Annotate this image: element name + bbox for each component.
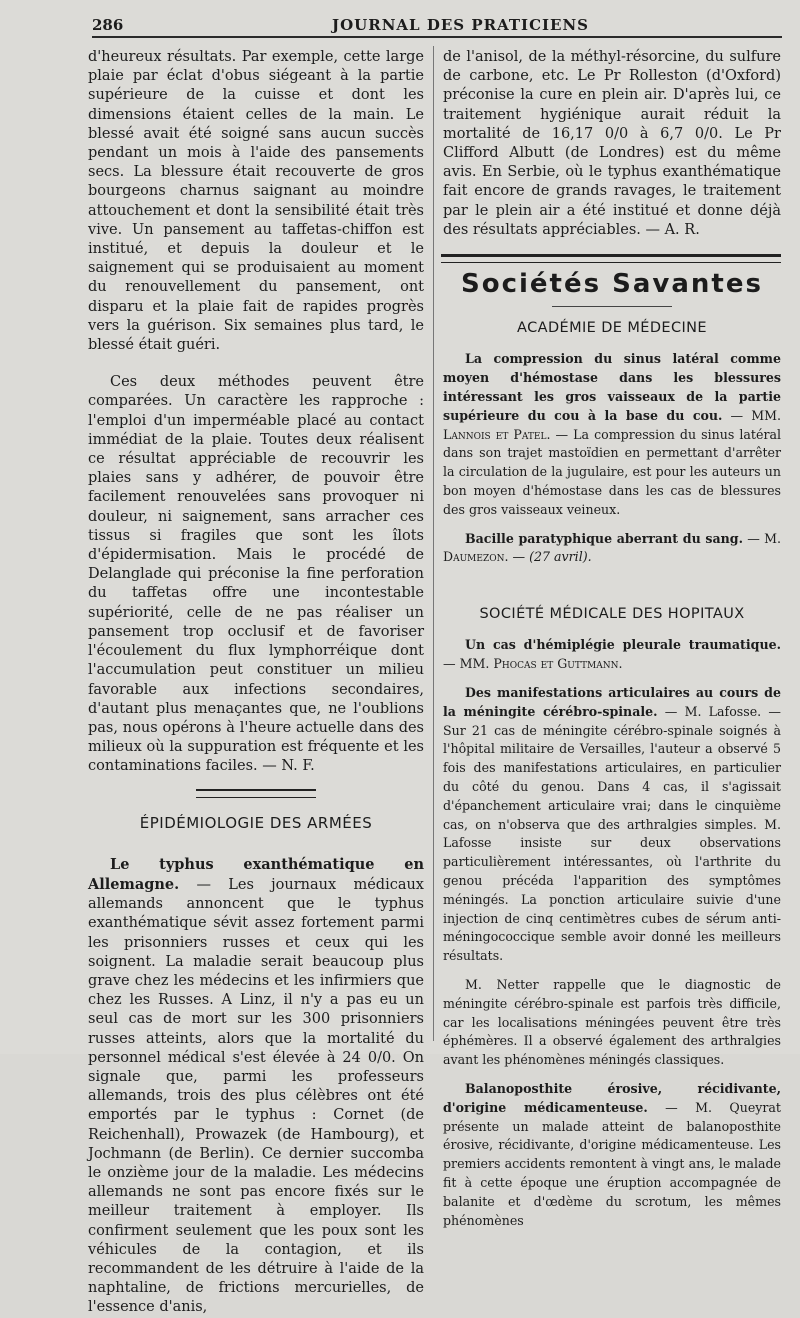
item-heading: Balanoposthite érosive, récidivante, d'origine médicamenteuse. <box>443 1080 781 1115</box>
societe-item-netter: M. Netter rappelle que le diagnostic de méningite cérébro-spinale est parfois très difficile, car les localisations méningées peuvent être très éphémères. Il a observé également des arthralgies avant les phénomènes méningés classiques. <box>443 976 781 1068</box>
item-heading: Bacille paratyphique aberrant du sang. <box>465 530 743 546</box>
right-column <box>443 48 781 1230</box>
article-heading: Le typhus exanthématique en Allemagne. <box>88 855 424 893</box>
title-underline <box>552 306 672 307</box>
double-rule <box>441 254 781 263</box>
item-body: — M. Queyrat présente un malade atteint de balanoposthite érosive, récidivante, d'origine médicamenteuse. Les premiers accidents remontent à vingt ans, le malade fit à cette époque une éruption accompagnée de balanite et d'œdème du scrotum, les mêmes phénomènes <box>443 1099 781 1228</box>
paragraph-heureux-resultats: d'heureux résultats. Par exemple, cette large plaie par éclat d'obus siégeant à la partie supérieure de la cuisse et dont les dimensions étaient celles de la main. Le blessé avait été soigné sans aucun succès pendant un mois à l'aide des pansements secs. La blessure était recouverte de gros bourgeons charnus saignant au moindre attouchement et dont la sensibilité était très vive. Un pansement au taffetas-chiffon est institué, et depuis la douleur et le saignement qui se produisaient au moment du renouvellement du pansement, ont disparu et la plaie fait de rapides progrès vers la guérison. Six semaines plus tard, le blessé était guéri. <box>88 49 424 354</box>
column-divider <box>433 46 434 1041</box>
item-date: — (27 avril). <box>508 549 592 565</box>
item-body: — La compression du sinus latéral dans son trajet mastoïdien en permettant d'arrêter la circulation de la jugulaire, est pour les auteurs un bon moyen d'hémostase dans les cas de blessures des gros vaisseaux veineux. <box>443 426 782 517</box>
item-authors: — MM. Lannois et Patel. <box>443 407 781 442</box>
item-authors: — MM. Phocas et Guttmann. <box>443 656 623 672</box>
subsection-academie: ACADÉMIE DE MÉDECINE <box>517 320 707 337</box>
paragraph-deux-methodes: Ces deux méthodes peuvent être comparées. Un caractère les rapproche : l'emploi d'un imperméable placé au contact immédiat de la plaie. Toutes deux réalisent ce résultat appréciable de recouvrir les plaies sans y adhérer, de pouvoir être facilement renouvelées sans provoquer ni douleur, ni saignement, sans arracher ces tissus si fragiles que sont les îlots d'épidermisation. Mais le procédé de Delanglade qui préconise la fine perforation du taffetas offre une incontestable supériorité, celle de ne pas réaliser un pansement trop occlusif et de favoriser l'écoulement du flux lymphorréique dont l'accumulation peut constituer un milieu favorable aux infections secondaires, d'autant plus menaçantes que, ne l'oublions pas, nous opérons à l'heure actuelle dans des milieux où la suppuration est fréquente et les contaminations faciles. — N. F. <box>88 374 424 775</box>
page-header <box>92 14 782 38</box>
societe-item-manifestations <box>443 684 781 966</box>
item-authors: — M. Daumezon. <box>443 530 782 565</box>
section-title-epidemiologie: ÉPIDÉMIOLOGIE DES ARMÉES <box>139 813 373 832</box>
journal-title: JOURNAL DES PRATICIENS <box>332 16 589 34</box>
societe-item-balanoposthite <box>443 1080 781 1230</box>
item-heading: Des manifestations articulaires au cours de la méningite cérébro-spinale. <box>443 685 781 719</box>
academie-item-bacille <box>443 530 781 568</box>
item-body: — M. Lafosse. — Sur 21 cas de méningite cérébro-spinale soignés à l'hôpital militaire de Versailles, l'auteur a observé 5 fois des manifestations articulaires, en particulier du côté du genou. Dans 4 cas, il s'agissait d'épanchement articulaire vrai; dans le cinquième cas, on n'observa que des arthralgies simples. M. Lafosse insiste sur deux observations particulièrement intéressantes, où l'arthrite du genou précéda l'apparition des symptômes méningés. La ponction articulaire suivie d'une injection de cinq centimètres cubes de sérum anti-méningococcique semble avoir donné les meilleurs résultats. <box>443 703 781 964</box>
academie-item-compression <box>443 350 781 519</box>
paragraph-anisol: de l'anisol, de la méthyl-résorcine, du sulfure de carbone, etc. Le Pr Rolleston (d'Oxford) préconise la cure en plein air. D'après lui, ce traitement hygiénique aurait réduit la mortalité de 16,17 0/0 à 6,7 0/0. Le Pr Clifford Albutt (de Londres) est du même avis. En Serbie, où le typhus exanthématique fait encore de grands ravages, le traitement par le plein air a été institué et donne déjà des résultats appréciables. — A. R. <box>443 49 781 238</box>
left-column <box>88 48 424 1318</box>
section-title-societes-savantes: Sociétés Savantes <box>461 269 763 300</box>
subsection-societe-medicale: SOCIÉTÉ MÉDICALE DES HOPITAUX <box>479 606 745 623</box>
article-typhus <box>88 855 424 1318</box>
page-number: 286 <box>92 16 124 34</box>
section-rule <box>196 789 316 798</box>
item-heading: Un cas d'hémiplégie pleurale traumatique. <box>465 637 781 653</box>
societe-item-hemiplegie <box>443 636 781 674</box>
item-heading: La compression du sinus latéral comme moyen d'hémostase dans les blessures intéressant les gros vaisseaux de la partie supérieure du cou à la base du cou. <box>443 351 781 423</box>
article-body: — Les journaux médicaux allemands annoncent que le typhus exanthématique sévit assez fortement parmi les prisonniers russes et ceux qui les soignent. La maladie serait beaucoup plus grave chez les médecins et les infirmiers que chez les Russes. A Linz, il n'y a pas eu un seul cas de mort sur les 300 prisonniers russes atteints, alors que la mortalité du personnel médical s'est élevée à 24 0/0. On signale que, parmi les professeurs allemands, trois des plus célèbres ont été emportés par le typhus : Cornet (de Reichenhall), Prowazek (de Hambourg), et Jochmann (de Berlin). Ce dernier succomba le onzième jour de la maladie. Les médecins allemands ne sont pas encore fixés sur le meilleur traitement à employer. Ils confirment seulement que les poux sont les véhicules de la contagion, et ils recommandent de les détruire à l'aide de la naphtaline, de frictions mercurielles, de l'essence d'anis, <box>88 876 424 1316</box>
